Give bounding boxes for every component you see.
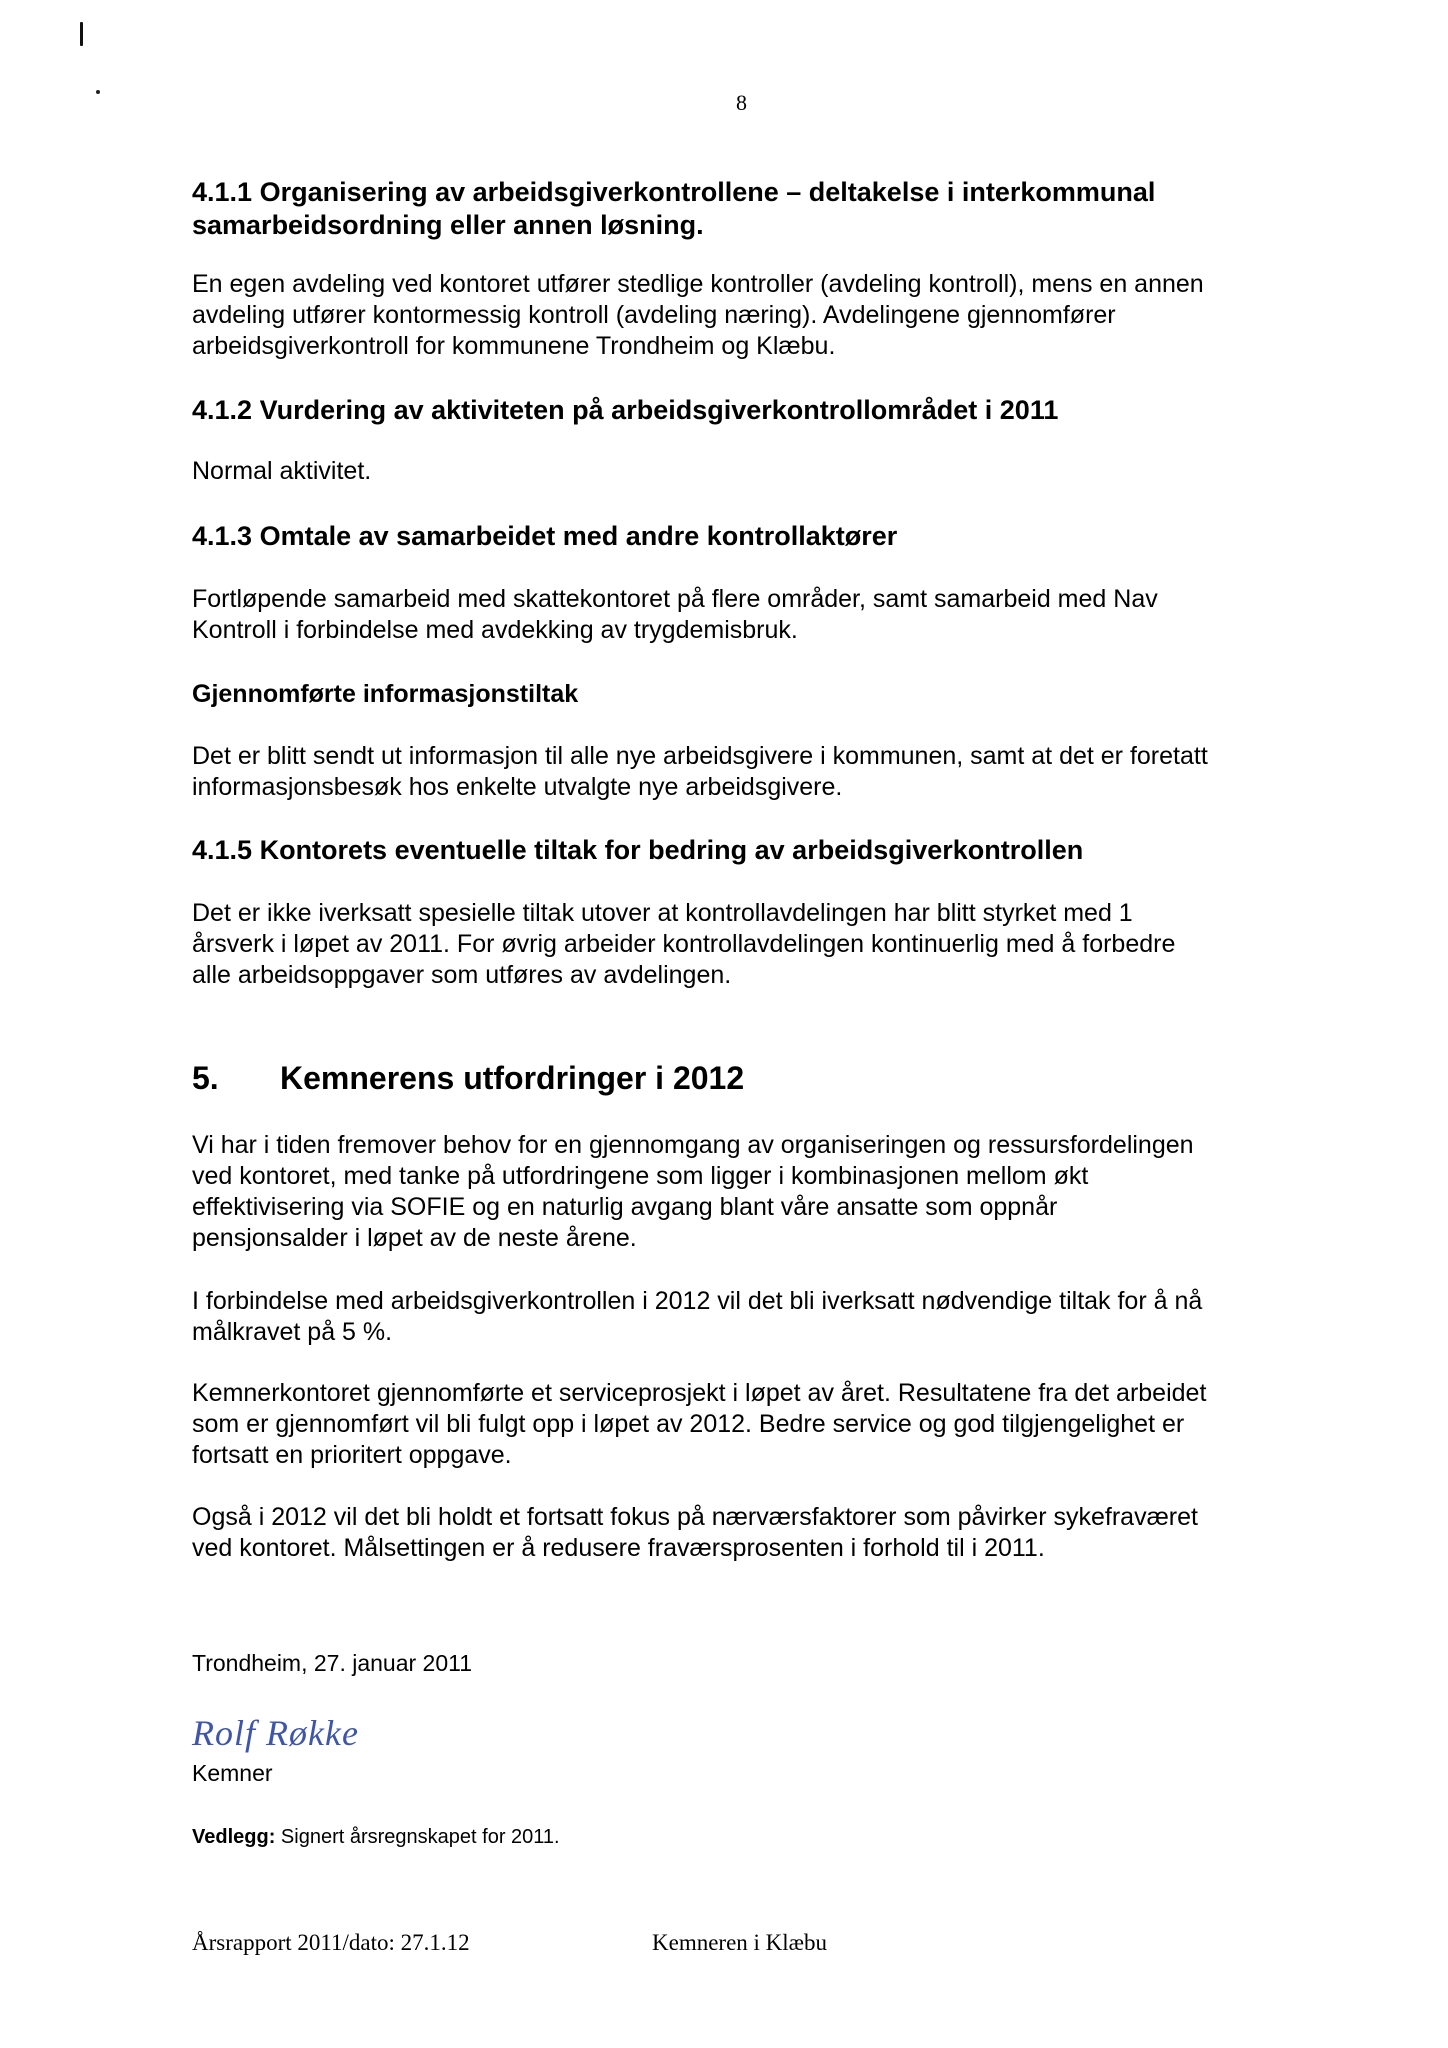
paragraph-line: I forbindelse med arbeidsgiverkontrollen i 2012 vil det bli iverksatt nødvendige tiltak for å nå [192, 1287, 1203, 1315]
paragraph-line: Også i 2012 vil det bli holdt et fortsatt fokus på nærværsfaktorer som påvirker sykefraværet [192, 1503, 1198, 1531]
section-number: 5. [192, 1060, 219, 1096]
place-date: Trondheim, 27. januar 2011 [192, 1650, 473, 1676]
paragraph-line: En egen avdeling ved kontoret utfører stedlige kontroller (avdeling kontroll), mens en annen [192, 270, 1204, 298]
footer-right: Kemneren i Klæbu [652, 1930, 828, 1955]
section-title-line1: Organisering av arbeidsgiverkontrollene – deltakelse i interkommunal [259, 177, 1156, 207]
heading-4-1-2 [192, 394, 1302, 427]
attachment-text: Signert årsregnskapet for 2011. [280, 1826, 560, 1848]
footer-left: Årsrapport 2011/dato: 27.1.12 [192, 1930, 470, 1955]
section-title: Kontorets eventuelle tiltak for bedring av arbeidsgiverkontrollen [259, 835, 1084, 865]
heading-4-1-5 [192, 834, 1302, 867]
paragraph-line: fortsatt en prioritert oppgave. [192, 1441, 512, 1469]
section-number: 4.1.1 [192, 177, 253, 207]
scan-dot [96, 90, 100, 94]
paragraph-line: Det er blitt sendt ut informasjon til alle nye arbeidsgivere i kommunen, samt at det er foretatt [192, 742, 1208, 770]
paragraph-line: Normal aktivitet. [192, 457, 372, 485]
paragraph-line: ved kontoret, med tanke på utfordringene som ligger i kombinasjonen mellom økt [192, 1162, 1089, 1190]
section-number: 4.1.3 [192, 521, 253, 551]
page-number: 8 [736, 90, 747, 115]
section-title: Vurdering av aktiviteten på arbeidsgiverkontrollområdet i 2011 [259, 395, 1059, 425]
heading-5 [192, 1060, 1302, 1097]
heading-info-tiltak: Gjennomførte informasjonstiltak [192, 680, 579, 708]
paragraph-line: årsverk i løpet av 2011. For øvrig arbeider kontrollavdelingen kontinuerlig med å forbedre [192, 930, 1176, 958]
scan-mark [80, 22, 83, 46]
section-title: Omtale av samarbeidet med andre kontrollaktører [259, 521, 898, 551]
paragraph-line: Fortløpende samarbeid med skattekontoret på flere områder, samt samarbeid med Nav [192, 585, 1158, 613]
paragraph-line: som er gjennomført vil bli fulgt opp i løpet av 2012. Bedre service og god tilgjengelighet er [192, 1410, 1185, 1438]
paragraph-line: målkravet på 5 %. [192, 1318, 393, 1346]
heading-4-1-1 [192, 176, 1302, 209]
signer-role: Kemner [192, 1760, 273, 1786]
paragraph-line: avdeling utfører kontormessig kontroll (avdeling næring). Avdelingene gjennomfører [192, 301, 1116, 329]
section-title: Kemnerens utfordringer i 2012 [280, 1060, 745, 1096]
section-number: 4.1.2 [192, 395, 253, 425]
paragraph-line: Vi har i tiden fremover behov for en gjennomgang av organiseringen og ressursfordelingen [192, 1131, 1194, 1159]
section-number: 4.1.5 [192, 835, 253, 865]
heading-4-1-1-line2: samarbeidsordning eller annen løsning. [192, 210, 704, 240]
paragraph-line: Kemnerkontoret gjennomførte et serviceprosjekt i løpet av året. Resultatene fra det arbeidet [192, 1379, 1207, 1407]
attachment-label: Vedlegg: [192, 1826, 276, 1848]
paragraph-line: effektivisering via SOFIE og en naturlig avgang blant våre ansatte som oppnår [192, 1193, 1058, 1221]
paragraph-line: Kontroll i forbindelse med avdekking av trygdemisbruk. [192, 616, 798, 644]
paragraph-line: pensjonsalder i løpet av de neste årene. [192, 1224, 637, 1252]
paragraph-line: arbeidsgiverkontroll for kommunene Trondheim og Klæbu. [192, 332, 836, 360]
paragraph-line: Det er ikke iverksatt spesielle tiltak utover at kontrollavdelingen har blitt styrket med 1 [192, 899, 1133, 927]
paragraph-line: alle arbeidsoppgaver som utføres av avdelingen. [192, 961, 732, 989]
paragraph-line: informasjonsbesøk hos enkelte utvalgte nye arbeidsgivere. [192, 773, 843, 801]
heading-4-1-3 [192, 520, 1302, 553]
signature: Rolf Røkke [192, 1713, 359, 1753]
paragraph-line: ved kontoret. Målsettingen er å redusere fraværsprosenten i forhold til i 2011. [192, 1534, 1045, 1562]
attachment-line [192, 1826, 1302, 1849]
